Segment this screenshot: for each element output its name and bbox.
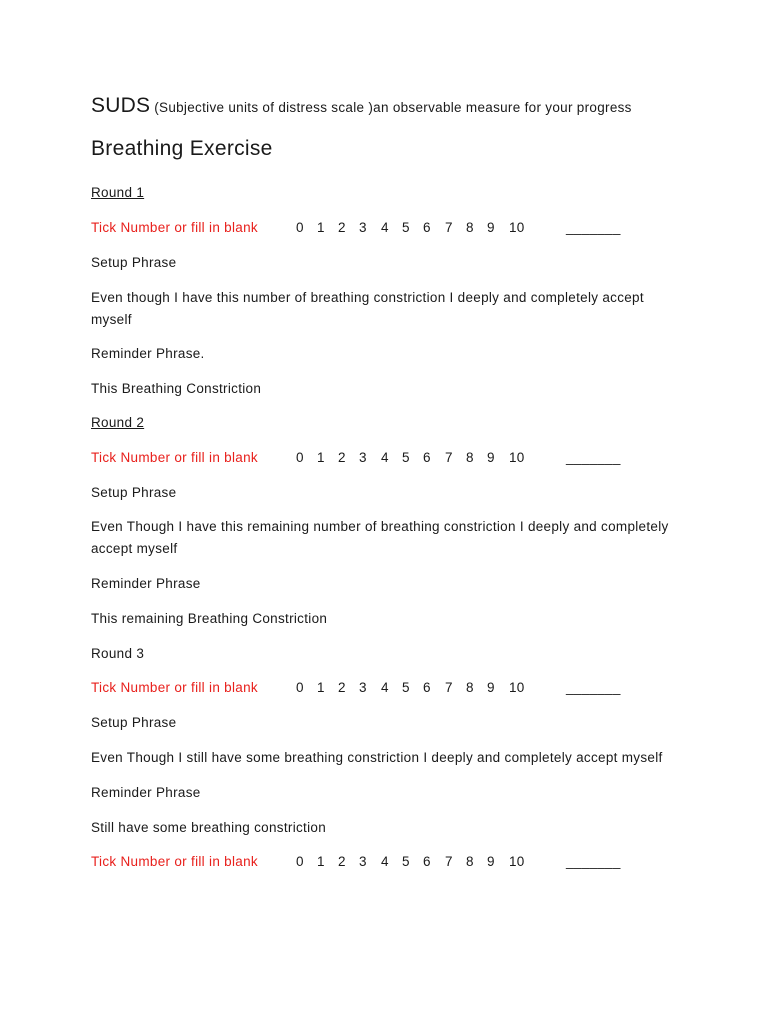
scale-number[interactable]: 4: [381, 854, 389, 869]
exercise-title: Breathing Exercise: [91, 137, 273, 160]
scale-number[interactable]: 7: [445, 450, 453, 465]
suds-scale-row-1: [91, 220, 651, 236]
setup-label: Setup Phrase: [91, 715, 177, 730]
scale-number[interactable]: 9: [487, 854, 495, 869]
scale-number[interactable]: 7: [445, 680, 453, 695]
fill-in-blank[interactable]: _______: [566, 854, 621, 869]
round-2-title: Round 2: [91, 415, 145, 430]
scale-label: Tick Number or fill in blank: [91, 680, 258, 695]
scale-number[interactable]: 2: [338, 854, 346, 869]
scale-number[interactable]: 0: [296, 854, 304, 869]
scale-number[interactable]: 4: [381, 220, 389, 235]
setup-label: Setup Phrase: [91, 485, 177, 500]
scale-number[interactable]: 6: [423, 680, 431, 695]
fill-in-blank[interactable]: _______: [566, 450, 621, 465]
reminder-label: Reminder Phrase: [91, 576, 201, 591]
scale-number[interactable]: 4: [381, 450, 389, 465]
scale-number[interactable]: 8: [466, 450, 474, 465]
scale-label: Tick Number or fill in blank: [91, 854, 258, 869]
suds-header: [91, 94, 632, 117]
scale-number[interactable]: 6: [423, 220, 431, 235]
scale-number[interactable]: 7: [445, 854, 453, 869]
scale-number[interactable]: 10: [509, 450, 525, 465]
scale-number[interactable]: 3: [359, 450, 367, 465]
scale-number[interactable]: 5: [402, 680, 410, 695]
scale-number[interactable]: 8: [466, 854, 474, 869]
scale-label: Tick Number or fill in blank: [91, 450, 258, 465]
scale-number[interactable]: 9: [487, 220, 495, 235]
scale-number[interactable]: 3: [359, 220, 367, 235]
scale-label: Tick Number or fill in blank: [91, 220, 258, 235]
scale-number[interactable]: 2: [338, 450, 346, 465]
scale-number[interactable]: 10: [509, 680, 525, 695]
scale-number[interactable]: 5: [402, 854, 410, 869]
reminder-text: Still have some breathing constriction: [91, 820, 327, 835]
scale-number[interactable]: 3: [359, 854, 367, 869]
suds-title: SUDS: [91, 94, 151, 117]
setup-label: Setup Phrase: [91, 255, 177, 270]
scale-number[interactable]: 9: [487, 450, 495, 465]
scale-number[interactable]: 1: [317, 450, 325, 465]
scale-number[interactable]: 2: [338, 680, 346, 695]
reminder-text: This remaining Breathing Constriction: [91, 611, 328, 626]
scale-number[interactable]: 0: [296, 680, 304, 695]
suds-subtitle: (Subjective units of distress scale )an observable measure for your progress: [154, 100, 632, 115]
scale-number[interactable]: 1: [317, 854, 325, 869]
reminder-label: Reminder Phrase.: [91, 346, 205, 361]
setup-text: Even Though I have this remaining number of breathing constriction I deeply and completely accept myself: [91, 519, 669, 556]
scale-number[interactable]: 6: [423, 450, 431, 465]
suds-scale-row-4: [91, 854, 651, 870]
scale-number[interactable]: 3: [359, 680, 367, 695]
scale-number[interactable]: 8: [466, 220, 474, 235]
scale-number[interactable]: 5: [402, 450, 410, 465]
fill-in-blank[interactable]: _______: [566, 220, 621, 235]
scale-number[interactable]: 4: [381, 680, 389, 695]
scale-number[interactable]: 8: [466, 680, 474, 695]
scale-number[interactable]: 5: [402, 220, 410, 235]
scale-number[interactable]: 6: [423, 854, 431, 869]
fill-in-blank[interactable]: _______: [566, 680, 621, 695]
scale-number[interactable]: 2: [338, 220, 346, 235]
round-1-title: Round 1: [91, 185, 145, 200]
scale-number[interactable]: 1: [317, 680, 325, 695]
scale-number[interactable]: 10: [509, 854, 525, 869]
scale-number[interactable]: 0: [296, 450, 304, 465]
scale-number[interactable]: 0: [296, 220, 304, 235]
reminder-label: Reminder Phrase: [91, 785, 201, 800]
scale-number[interactable]: 1: [317, 220, 325, 235]
scale-number[interactable]: 10: [509, 220, 525, 235]
scale-number[interactable]: 9: [487, 680, 495, 695]
setup-text: Even though I have this number of breathing constriction I deeply and completely accept myself: [91, 290, 644, 327]
reminder-text: This Breathing Constriction: [91, 381, 262, 396]
suds-scale-row-3: [91, 680, 651, 696]
round-3-title: Round 3: [91, 646, 145, 661]
setup-text: Even Though I still have some breathing constriction I deeply and completely accept myself: [91, 750, 663, 765]
scale-number[interactable]: 7: [445, 220, 453, 235]
suds-scale-row-2: [91, 450, 651, 466]
